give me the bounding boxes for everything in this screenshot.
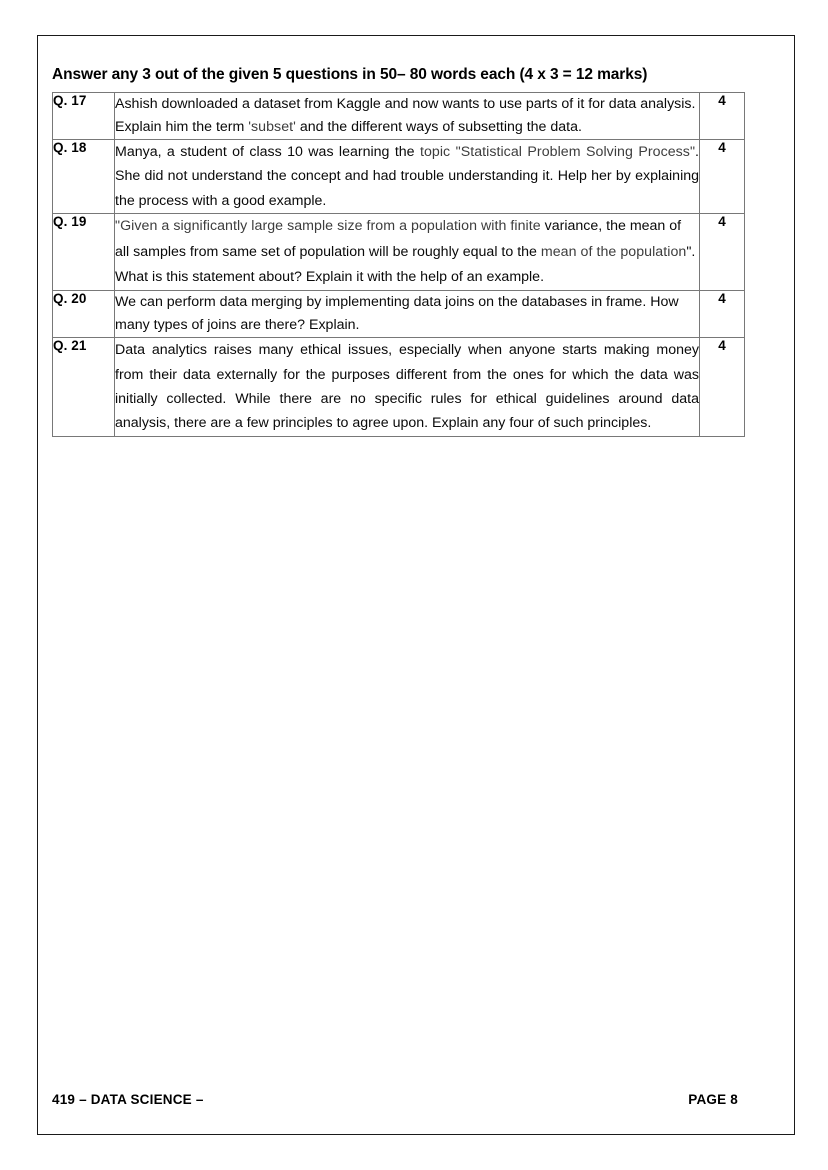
question-text (115, 338, 700, 437)
question-quote-segment: variance, the mean of all samples from same set of population will be roughly equal (115, 218, 682, 260)
question-text-segment: . She did not understand the concept and had trouble understanding it. Help her by explaining the process with a good example. (115, 144, 699, 209)
question-text (115, 93, 700, 140)
question-number: Q. 21 (53, 338, 115, 437)
question-quoted-term: topic "Statistical Problem (419, 144, 581, 160)
question-marks: 4 (700, 140, 745, 214)
question-text (115, 291, 700, 338)
question-number: Q. 17 (53, 93, 115, 140)
question-number: Q. 19 (53, 214, 115, 291)
question-quoted-term: Solving Process" (586, 144, 696, 160)
question-quote-segment: "Given a significantly large sample size from a population with finite (115, 218, 541, 235)
table-row (53, 291, 745, 338)
question-text-segment: Ashish downloaded a dataset from Kaggle and now wants to use parts of it for data analysis. Explain him the term (115, 96, 696, 135)
page-content-area (52, 66, 780, 1134)
question-marks: 4 (700, 291, 745, 338)
footer-subject-code: 419 – DATA SCIENCE – (52, 1092, 204, 1107)
table-row (53, 214, 745, 291)
question-text (115, 214, 700, 291)
question-quote-segment: to the (497, 243, 541, 260)
question-number: Q. 20 (53, 291, 115, 338)
page-border (37, 35, 795, 1135)
question-text-segment: What is this statement about? Explain it with the help of an example. (115, 268, 545, 285)
section-heading: Answer any 3 out of the given 5 questions in 50– 80 words each (4 x 3 = 12 marks) (52, 66, 648, 83)
question-text-segment: and the different ways of subsetting the data. (295, 119, 582, 135)
question-text-segment: We can perform data merging by implementing data joins on the databases in frame. How many types of joins are there? Explain. (115, 294, 679, 334)
page-footer (52, 1092, 780, 1112)
question-marks: 4 (700, 93, 745, 140)
question-number: Q. 18 (53, 140, 115, 214)
table-row (53, 140, 745, 214)
question-quote-segment: mean of the population (540, 243, 687, 260)
question-text (115, 140, 700, 214)
question-quote-segment: ". (686, 243, 696, 260)
question-quoted-term: 'subset' (248, 119, 296, 135)
question-marks: 4 (700, 338, 745, 437)
question-text-segment: Data analytics raises many ethical issues, especially when anyone starts making money from their data externally for the purposes different from the ones for which the data was initially collected. While there are no specific rules for ethical guidelines around data analysis, there are a few principles to agree upon. Explain any four of such principles. (115, 342, 699, 432)
footer-page-number: PAGE 8 (688, 1092, 738, 1107)
question-marks: 4 (700, 214, 745, 291)
questions-table (52, 92, 745, 437)
table-row (53, 338, 745, 437)
table-row (53, 93, 745, 140)
question-text-segment: Manya, a student of class 10 was learning the (115, 144, 420, 160)
